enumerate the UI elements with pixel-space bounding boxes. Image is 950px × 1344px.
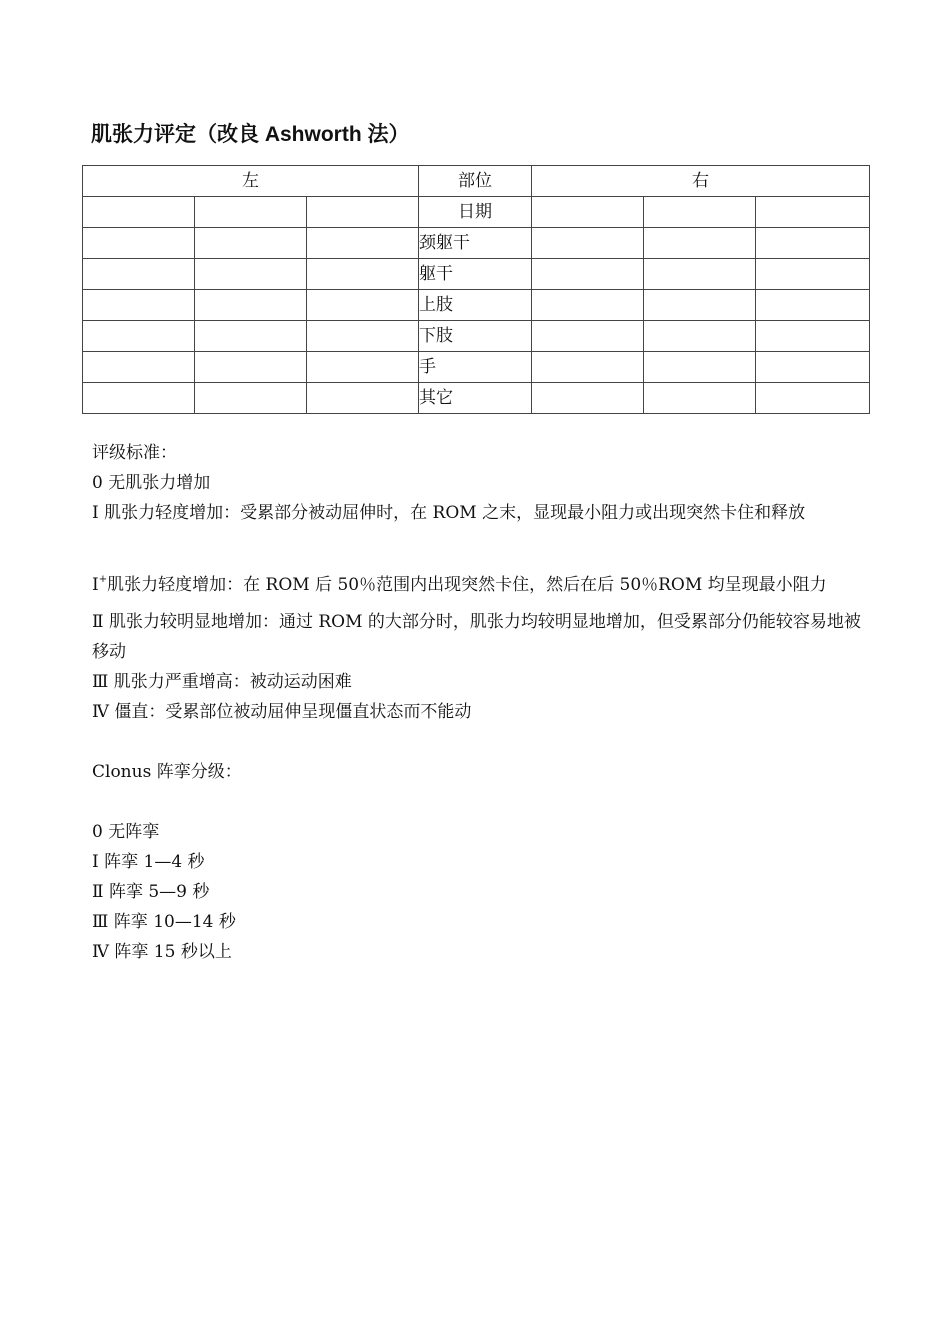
left-cell[interactable]: [195, 321, 307, 352]
left-cell[interactable]: [83, 197, 195, 228]
right-cell[interactable]: [532, 321, 644, 352]
grade-1-plus: [92, 558, 867, 607]
header-part: 部位: [419, 166, 532, 197]
table-row: [83, 197, 870, 228]
left-cell[interactable]: [195, 228, 307, 259]
grade-1-plus-superscript: +: [98, 574, 108, 585]
right-cell[interactable]: [532, 259, 644, 290]
right-cell[interactable]: [756, 228, 870, 259]
table-row: [83, 383, 870, 414]
grade-1-plus-text: 肌张力轻度增加：在 ROM 后 50％范围内出现突然卡住，然后在后 50％ROM 均呈现最小阻力: [107, 575, 827, 595]
left-cell[interactable]: [83, 290, 195, 321]
table-row: [83, 259, 870, 290]
left-cell[interactable]: [307, 383, 419, 414]
row-label-neck-trunk: 颈躯干: [419, 228, 532, 259]
right-cell[interactable]: [644, 259, 756, 290]
clonus-0: 0 无阵挛: [92, 822, 160, 842]
clonus-3: Ⅲ 阵挛 10—14 秒: [92, 912, 236, 932]
left-cell[interactable]: [307, 228, 419, 259]
grade-4: Ⅳ 僵直：受累部位被动屈伸呈现僵直状态而不能动: [92, 702, 472, 722]
left-cell[interactable]: [83, 352, 195, 383]
left-cell[interactable]: [83, 383, 195, 414]
left-cell[interactable]: [83, 259, 195, 290]
assessment-table: [82, 165, 870, 414]
right-cell[interactable]: [644, 228, 756, 259]
right-cell[interactable]: [756, 290, 870, 321]
header-right: 右: [532, 166, 870, 197]
right-cell[interactable]: [644, 383, 756, 414]
right-cell[interactable]: [532, 352, 644, 383]
grade-1: Ⅰ 肌张力轻度增加：受累部分被动屈伸时，在 ROM 之末，显现最小阻力或出现突然卡住和释放: [92, 503, 806, 523]
left-cell[interactable]: [307, 352, 419, 383]
right-cell[interactable]: [532, 228, 644, 259]
row-label-lower-limb: 下肢: [419, 321, 532, 352]
row-label-hand: 手: [419, 352, 532, 383]
right-cell[interactable]: [532, 197, 644, 228]
clonus-1: Ⅰ 阵挛 1—4 秒: [92, 852, 205, 872]
left-cell[interactable]: [307, 259, 419, 290]
header-left: 左: [83, 166, 419, 197]
left-cell[interactable]: [83, 228, 195, 259]
grade-3: Ⅲ 肌张力严重增高：被动运动困难: [92, 672, 352, 692]
left-cell[interactable]: [83, 321, 195, 352]
row-label-date: 日期: [419, 197, 532, 228]
page-title: 肌张力评定（改良 Ashworth 法）: [91, 123, 410, 146]
criteria-heading: 评级标准：: [92, 443, 177, 463]
left-cell[interactable]: [195, 383, 307, 414]
clonus-4: Ⅳ 阵挛 15 秒以上: [92, 942, 232, 962]
table-row: [83, 228, 870, 259]
table-row: [83, 352, 870, 383]
right-cell[interactable]: [644, 321, 756, 352]
left-cell[interactable]: [195, 259, 307, 290]
clonus-2: Ⅱ 阵挛 5—9 秒: [92, 882, 210, 902]
right-cell[interactable]: [532, 290, 644, 321]
right-cell[interactable]: [644, 290, 756, 321]
grade-0: 0 无肌张力增加: [92, 473, 211, 493]
right-cell[interactable]: [756, 321, 870, 352]
left-cell[interactable]: [307, 321, 419, 352]
row-label-upper-limb: 上肢: [419, 290, 532, 321]
right-cell[interactable]: [532, 383, 644, 414]
left-cell[interactable]: [307, 290, 419, 321]
right-cell[interactable]: [756, 383, 870, 414]
right-cell[interactable]: [644, 352, 756, 383]
row-label-trunk: 躯干: [419, 259, 532, 290]
left-cell[interactable]: [195, 197, 307, 228]
grading-notes: [92, 438, 867, 967]
right-cell[interactable]: [756, 352, 870, 383]
right-cell[interactable]: [644, 197, 756, 228]
left-cell[interactable]: [195, 290, 307, 321]
right-cell[interactable]: [756, 259, 870, 290]
table-header-row: [83, 166, 870, 197]
table-row: [83, 321, 870, 352]
grade-1-plus-mark: Ⅰ: [92, 575, 99, 595]
row-label-other: 其它: [419, 383, 532, 414]
left-cell[interactable]: [195, 352, 307, 383]
clonus-heading: Clonus 阵挛分级：: [92, 762, 242, 782]
table-row: [83, 290, 870, 321]
grade-2: Ⅱ 肌张力较明显地增加：通过 ROM 的大部分时，肌张力均较明显地增加，但受累部分仍能较容易地被移动: [92, 612, 861, 662]
right-cell[interactable]: [756, 197, 870, 228]
left-cell[interactable]: [307, 197, 419, 228]
